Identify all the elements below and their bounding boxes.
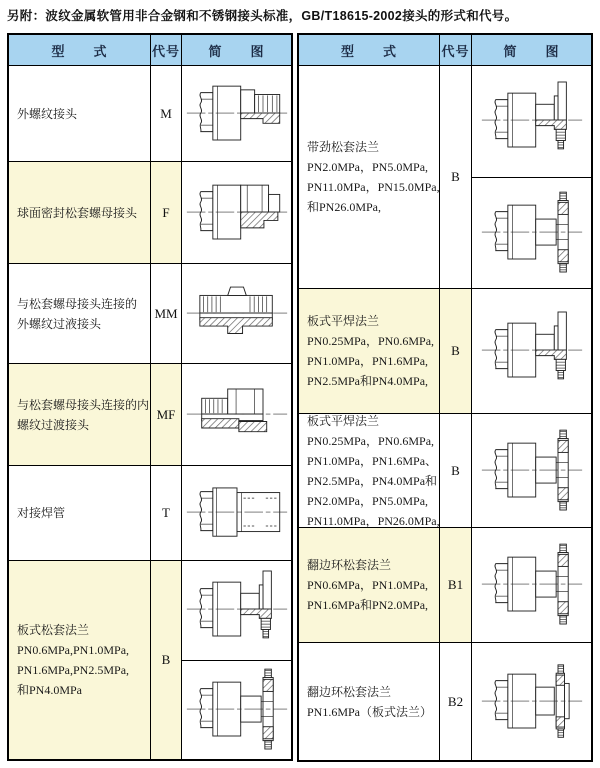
diagram-sub-cell: [182, 561, 291, 660]
flange-lapped-diagram-icon: [185, 667, 289, 753]
type-line: PN2.5MPa和PN4.0MPa,: [307, 374, 429, 388]
diagram-sub-cell: [472, 177, 591, 289]
type-cell: [299, 643, 440, 760]
table-row: [299, 65, 591, 288]
type-line: PN2.0MPa，PN5.0MPa,: [307, 160, 429, 174]
type-cell: [9, 162, 151, 263]
type-cell: [299, 289, 440, 413]
table-row: [9, 263, 291, 363]
diagram-sub-cell: [472, 414, 591, 527]
code-cell: B: [151, 561, 181, 759]
type-line: PN1.6MPa和PN2.0MPa,: [307, 598, 429, 612]
male-male-diagram-icon: [185, 271, 289, 357]
type-line: 翻边环松套法兰: [307, 558, 392, 572]
code-cell: T: [151, 466, 181, 560]
header-type-cell: 型 式: [9, 35, 151, 65]
union-nut-diagram-icon: [185, 170, 289, 256]
diagram-cell: [471, 66, 591, 288]
diagram-sub-cell: [182, 364, 291, 465]
type-line: PN11.0MPa，PN26.0MPa,: [307, 513, 440, 528]
diagram-sub-cell: [472, 528, 591, 642]
type-line: 和PN4.0MPa: [17, 683, 83, 697]
type-cell: [9, 66, 151, 161]
type-line: PN0.6MPa,PN1.0MPa,: [17, 643, 130, 657]
butt-weld-diagram-icon: [185, 470, 289, 556]
diagram-cell: [471, 528, 591, 642]
header-diagram-cell: 简 图: [471, 35, 591, 65]
diagram-sub-cell: [182, 264, 291, 363]
code-cell: B: [440, 414, 471, 527]
table-row: [299, 288, 591, 413]
type-line: 板式松套法兰: [17, 623, 90, 637]
table-row: [9, 363, 291, 465]
flange-tall-diagram-icon: [185, 567, 289, 653]
type-cell: [9, 364, 151, 465]
type-line: PN11.0MPa，PN15.0MPa,: [307, 180, 440, 194]
type-line: 外螺纹接头: [17, 106, 78, 121]
diagram-sub-cell: [182, 66, 291, 161]
type-line: 板式平焊法兰: [307, 413, 380, 428]
type-cell: [299, 414, 440, 527]
flange-lapped-diagram-icon: [480, 542, 584, 628]
type-line: 螺纹过渡接头: [17, 417, 90, 432]
type-line: PN0.25MPa，PN0.6MPa,: [307, 433, 435, 448]
diagram-sub-cell: [182, 466, 291, 560]
diagram-cell: [181, 561, 291, 759]
type-line: 与松套螺母接头连接的: [17, 296, 138, 311]
diagram-sub-cell: [182, 660, 291, 760]
diagram-cell: [181, 66, 291, 161]
diagram-sub-cell: [472, 643, 591, 760]
fitting-table-right: [297, 33, 593, 762]
diagram-sub-cell: [472, 66, 591, 177]
table-header-row: [9, 35, 291, 65]
header-code-cell: 代号: [151, 35, 181, 65]
code-cell: MF: [151, 364, 181, 465]
header-diagram-cell: 简 图: [181, 35, 291, 65]
code-cell: B: [440, 66, 471, 288]
type-line: 与松套螺母接头连接的内: [17, 397, 150, 412]
type-cell: [9, 466, 151, 560]
flange-lapped-diagram-icon: [480, 428, 584, 514]
code-cell: F: [151, 162, 181, 263]
male-thread-diagram-icon: [185, 71, 289, 157]
table-row: [299, 527, 591, 642]
type-line: PN0.6MPa，PN1.0MPa,: [307, 578, 429, 592]
type-cell: [9, 264, 151, 363]
table-row: [9, 465, 291, 560]
type-line: 带劲松套法兰: [307, 140, 380, 154]
code-cell: M: [151, 66, 181, 161]
type-line: 翻边环松套法兰: [307, 684, 392, 699]
type-cell: [9, 561, 151, 759]
code-cell: B: [440, 289, 471, 413]
type-line: PN1.0MPa，PN1.6MPa,: [307, 354, 429, 368]
flange-lapped-diagram-icon: [480, 190, 584, 276]
code-cell: B2: [440, 643, 471, 760]
diagram-cell: [181, 364, 291, 465]
type-line: PN2.5MPa，PN4.0MPa和: [307, 473, 438, 488]
header-code-cell: 代号: [440, 35, 471, 65]
diagram-sub-cell: [472, 289, 591, 413]
type-line: 和PN26.0MPa,: [307, 200, 382, 214]
table-row: [299, 413, 591, 527]
code-cell: B1: [440, 528, 471, 642]
flange-tall-diagram-icon: [480, 78, 584, 164]
type-line: PN1.6MPa（板式法兰）: [307, 704, 433, 719]
type-cell: [299, 528, 440, 642]
diagram-sub-cell: [182, 162, 291, 263]
flange-tall-diagram-icon: [480, 308, 584, 394]
table-header-row: [299, 35, 591, 65]
diagram-cell: [181, 162, 291, 263]
diagram-cell: [471, 643, 591, 760]
code-cell: MM: [151, 264, 181, 363]
diagram-cell: [181, 264, 291, 363]
header-type-cell: 型 式: [299, 35, 440, 65]
diagram-cell: [471, 414, 591, 527]
diagram-cell: [471, 289, 591, 413]
type-line: PN1.6MPa,PN2.5MPa,: [17, 663, 130, 677]
type-line: 外螺纹过液接头: [17, 316, 102, 331]
flange-plate-diagram-icon: [480, 659, 584, 745]
type-line: 板式平焊法兰: [307, 314, 380, 328]
type-line: 球面密封松套螺母接头: [17, 205, 138, 220]
table-row: [299, 642, 591, 760]
table-row: [9, 65, 291, 161]
type-line: PN2.0MPa，PN5.0MPa,: [307, 493, 429, 508]
diagram-cell: [181, 466, 291, 560]
page-title: 另附：波纹金属软管用非合金钢和不锈钢接头标准，GB/T18615-2002接头的形式和代号。: [7, 9, 518, 23]
fitting-table-left: [7, 33, 293, 761]
type-line: PN1.0MPa，PN1.6MPa、: [307, 453, 438, 468]
type-line: 对接焊管: [17, 506, 66, 520]
table-row: [9, 560, 291, 759]
type-cell: [299, 66, 440, 288]
male-female-diagram-icon: [185, 372, 289, 458]
table-row: [9, 161, 291, 263]
tables-container: [7, 33, 593, 762]
type-line: PN0.25MPa，PN0.6MPa,: [307, 334, 435, 348]
